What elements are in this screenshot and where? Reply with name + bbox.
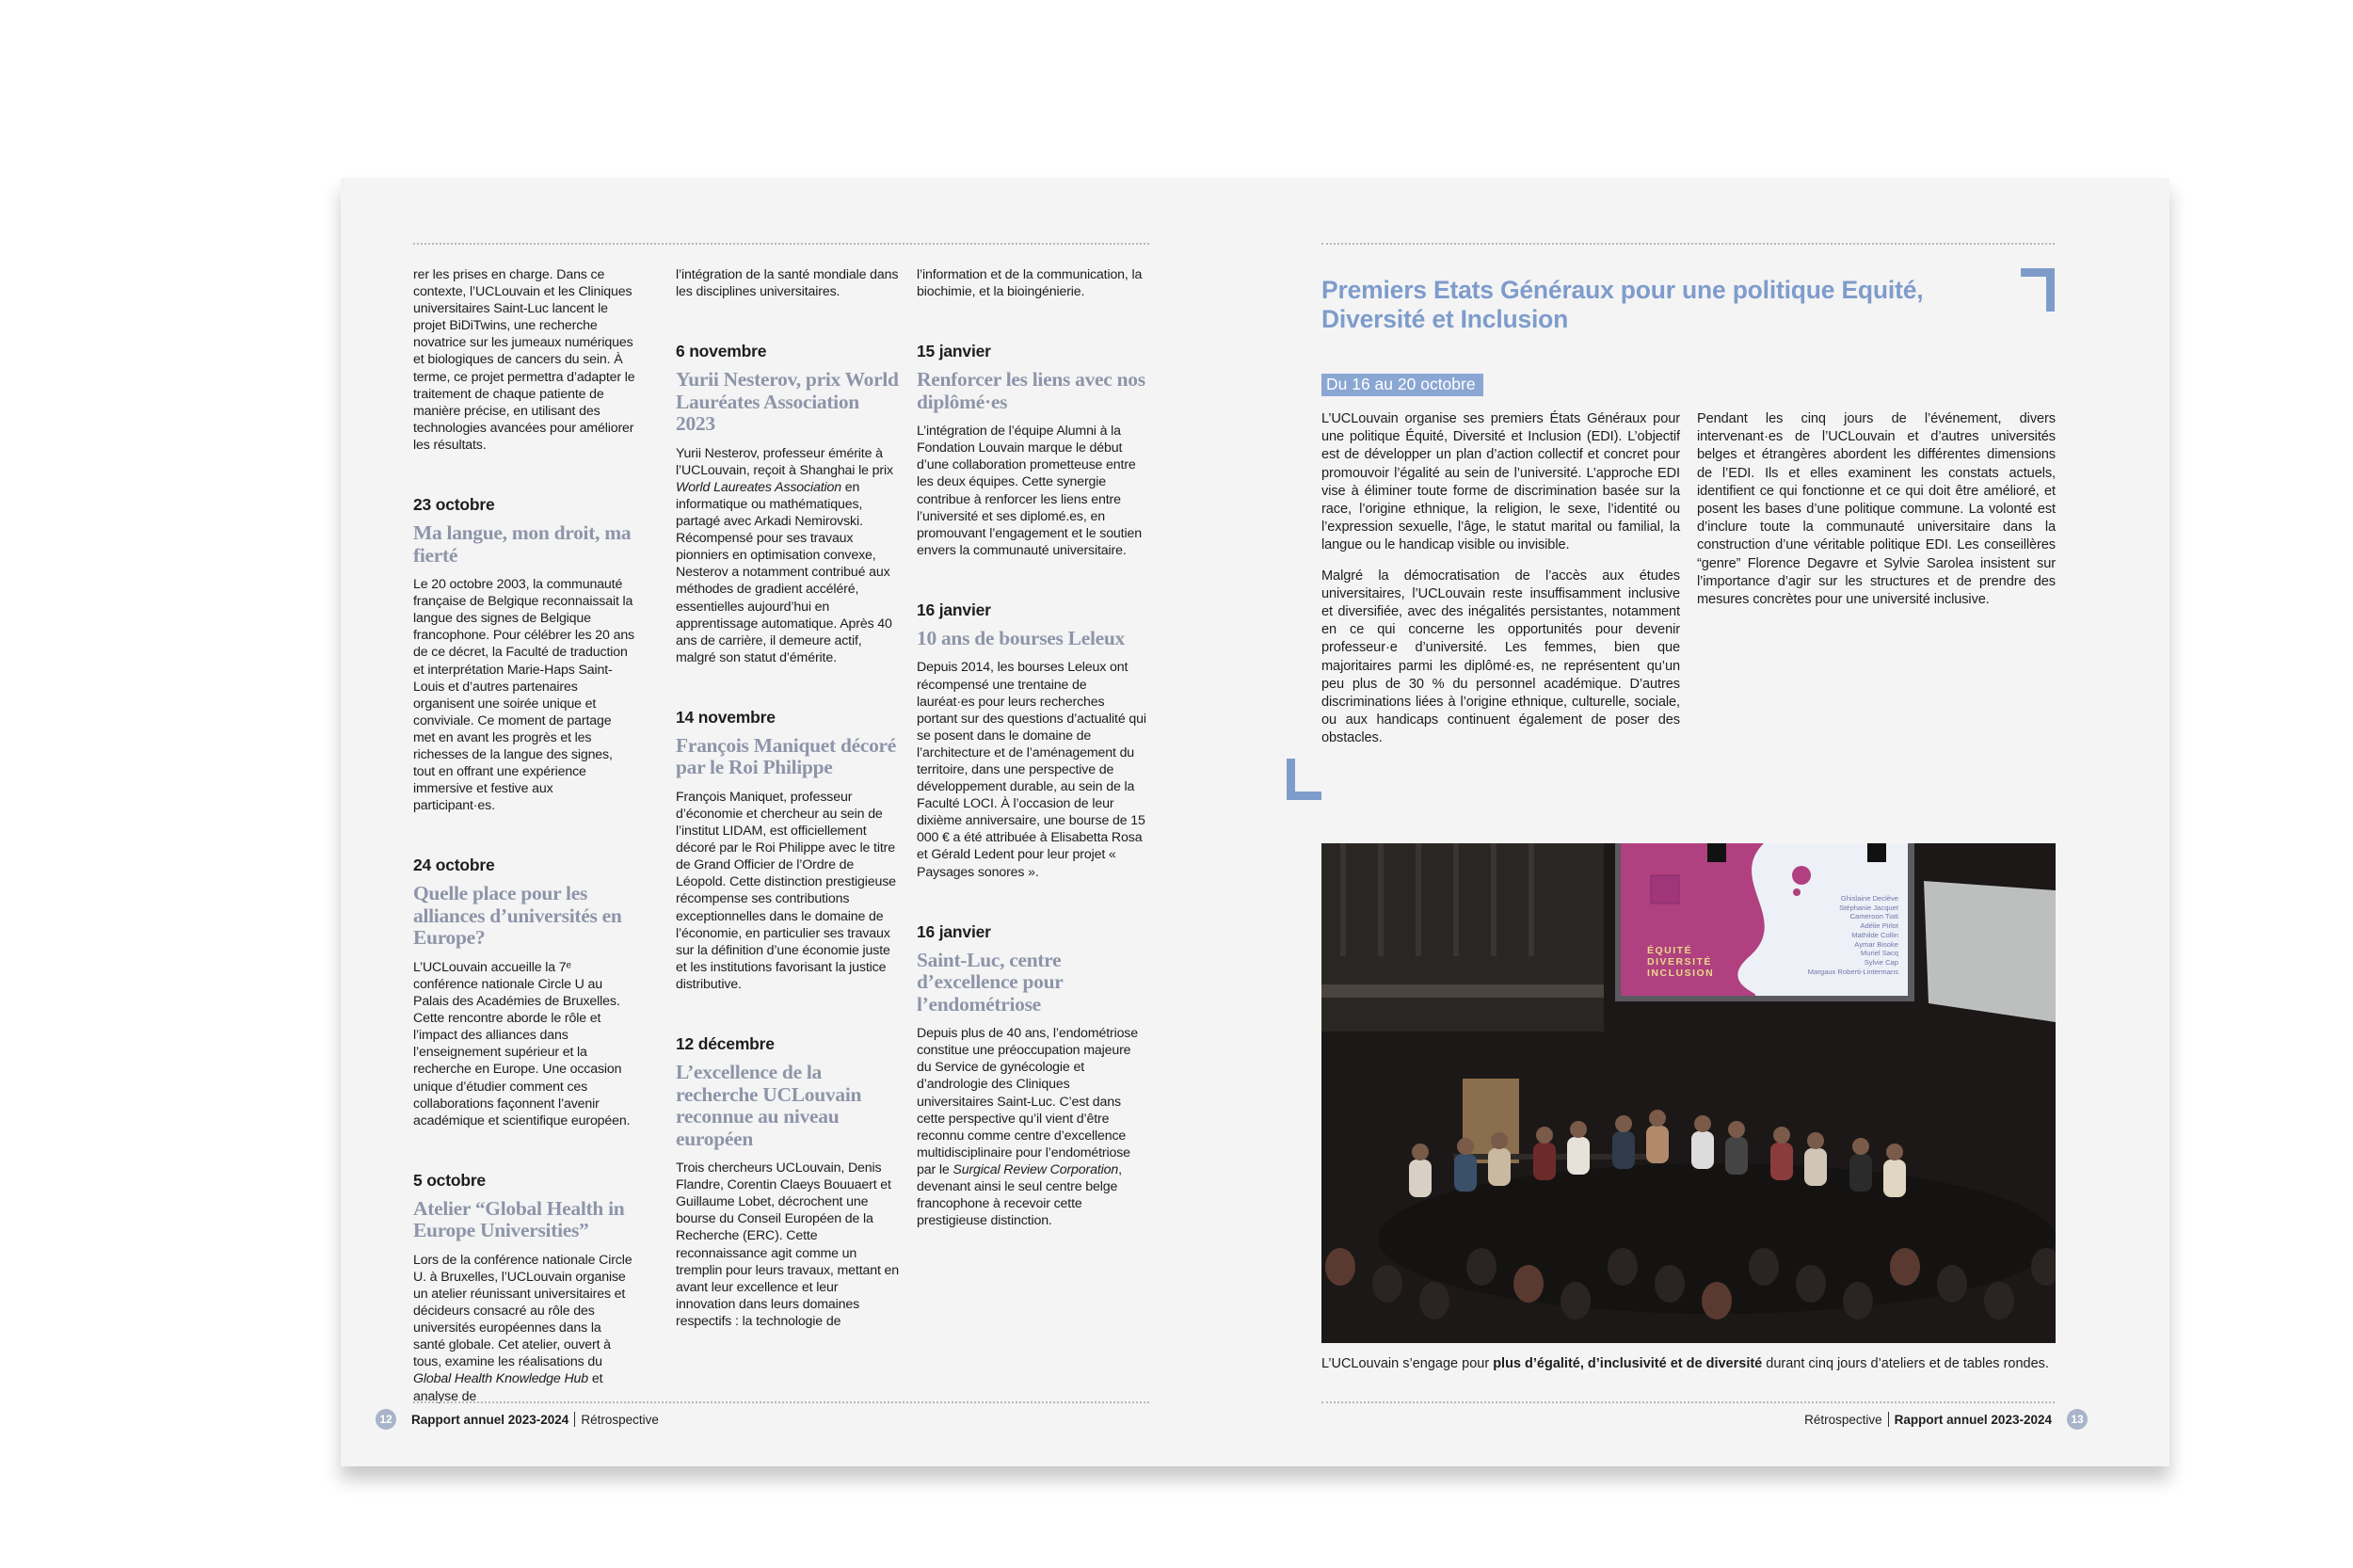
news-date: 15 janvier [917, 342, 991, 361]
audience-and-panel [1321, 843, 2056, 1343]
body-paragraph: Malgré la démocratisation de l’accès aux études universitaires, l’UCLouvain reste insuffisamment inclusive et diversifiée, avec des inégalités persistantes, notamment en ce qui concerne les opportunités pour devenir professeur·e d’université. Les femmes, bien que majoritaires parmi les diplômé·es, ne représentent qu’un peu plus de 30 % du personnel académique. D’autres discriminations liées à l’origine ethnique, culturelle, sociale, ou aux handicaps continuent également de poser des obstacles. [1321, 568, 1680, 746]
audience-member [1796, 1265, 1826, 1303]
panelist [1612, 1131, 1635, 1169]
continued-text: l’information et de la communication, la biochimie, et la bioingénierie. [917, 267, 1143, 300]
footer-section: Rétrospective [1804, 1412, 1882, 1427]
page-number: 12 [376, 1409, 396, 1430]
news-title: Renforcer les liens avec nos diplômé·es [917, 368, 1145, 413]
screen-word: DIVERSITÉ [1647, 956, 1712, 968]
panelist-head [1807, 1132, 1824, 1149]
body-text: Trois chercheurs UCLouvain, Denis Flandre, Corentin Claeys Bouuaert et Guillaume Lobet, décrochent une bourse du Conseil Européen de la Recherche (ERC). Cette reconnaissance agit comme un tremplin pour leurs travaux, mettant en avant leur excellence et leur innovation dans leurs domaines respectifs : la technologie de [676, 1160, 900, 1329]
panelist-head [1457, 1138, 1474, 1155]
body-text: Depuis 2014, les bourses Leleux ont récompensé une trentaine de lauréat·es pour leurs recherches portant sur des questions d’actualité qui se posent dans le domaine de l’architecture et de l’aménagement du territoire, dans une perspective de développement durable, au sein de la Faculté LOCI. À l’occasion de leur dixième anniversaire, une bourse de 15 000 € a été attribuée à Elisabetta Rosa et Gérald Ledent pour leur projet « Paysages sonores ». [917, 660, 1146, 880]
audience-member [1749, 1248, 1779, 1286]
panelist [1770, 1143, 1793, 1180]
footer-report: Rapport annuel 2023-2024 [411, 1412, 569, 1427]
news-body [917, 1025, 1147, 1229]
panelist-head [1412, 1144, 1429, 1160]
news-title: 10 ans de bourses Leleux [917, 626, 1125, 649]
body-paragraph: Pendant les cinq jours de l’événement, divers intervenant·es de l’UCLouvain et d’autres universités belges et étrangères abordent les différentes dimensions de l’EDI. Ils et elles examinent les constats actuels, identifient ce qui fonctionne et ce qui doit être amélioré, et posent les bases d’une politique commune. La volonté est d’inclure toute la communauté universitaire dans la construction d’une véritable politique EDI. Les conseillères “genre” Florence Degavre et Sylvie Sarolea insistent sur l’importance d’agir sur les structures et de prendre des mesures concrètes pour une université inclusive. [1697, 411, 2056, 608]
footer-separator [1888, 1412, 1889, 1427]
news-body [413, 959, 635, 1129]
photo-caption [1321, 1355, 2056, 1372]
panelist-head [1570, 1121, 1587, 1138]
news-title: Saint-Luc, centre d’excellence pour l’endométriose [917, 948, 1064, 1016]
news-body [917, 423, 1147, 559]
news-item [413, 856, 635, 1128]
speaker-name: Adélie Pirlot [1860, 921, 1898, 931]
body-text: L’intégration de l’équipe Alumni à la Fondation Louvain marque le début d’une collaboration prometteuse entre les deux équipes. Cette synergie contribue à renforcer les liens entre l’université et ses diplomé.es, en promouvant l’engagement et le soutien envers la communauté universitaire. [917, 424, 1142, 558]
news-body [413, 576, 635, 814]
panelist-head [1694, 1115, 1711, 1132]
audience-member [2031, 1248, 2056, 1286]
body-paragraph: L’UCLouvain organise ses premiers États Généraux pour une politique Équité, Diversité et Inclusion (EDI). L’objectif est de développer un plan d’action collectif et concret pour promouvoir l’égalité au sein de l’université. L’approche EDI vise à éliminer toute forme de discrimination basée sur la race, l’origine ethnique, la religion, le sexe, l’identité ou l’expression sexuelle, l’âge, le statut marital ou familial, la langue ou le handicap visible ou invisible. [1321, 411, 1680, 553]
news-body [676, 1160, 900, 1330]
panelist [1409, 1160, 1432, 1197]
footer-separator [574, 1412, 575, 1427]
corner-bracket-decoration [1287, 759, 1321, 800]
news-date: 23 octobre [413, 495, 495, 515]
continued-text: l’intégration de la santé mondiale dans les disciplines universitaires. [676, 267, 899, 300]
audience-member [1372, 1265, 1402, 1303]
audience-member [1513, 1265, 1544, 1303]
panelist-head [1773, 1127, 1790, 1144]
news-date: 14 novembre [676, 707, 776, 727]
news-item [413, 495, 635, 814]
news-body [917, 659, 1147, 880]
speaker-name: Ghislaine Declève [1840, 894, 1898, 903]
page-number: 13 [2067, 1409, 2088, 1430]
event-photo [1321, 843, 2056, 1343]
news-date: 5 octobre [413, 1170, 486, 1190]
speaker-name: Sylvie Cap [1864, 957, 1898, 967]
speaker-name: Muriel Sacq [1860, 949, 1898, 958]
news-title: Yurii Nesterov, prix World Lauréates Association 2023 [676, 368, 899, 436]
panelist-head [1852, 1138, 1869, 1155]
panelist [1488, 1148, 1511, 1186]
caption-bold: plus d’égalité, d’inclusivité et de diversité [1493, 1356, 1763, 1371]
panelist-head [1728, 1121, 1745, 1138]
audience-member [1561, 1282, 1591, 1320]
bottom-divider-left [413, 1401, 1149, 1403]
panelist-head [1536, 1127, 1553, 1144]
corner-bracket-decoration [2021, 268, 2055, 312]
news-item [917, 342, 1147, 559]
speaker-name: Aymar Bisoke [1854, 939, 1898, 949]
speaker-name: Cameroon Tiati [1849, 912, 1898, 921]
panelist [1691, 1131, 1714, 1169]
news-item [676, 342, 900, 666]
audience-member [1937, 1265, 1967, 1303]
news-item [917, 922, 1147, 1230]
news-title: Ma langue, mon droit, ma fierté [413, 521, 632, 567]
panelist [1646, 1126, 1669, 1163]
body-text: en informatique ou mathématiques, partagé avec Arkadi Nemirovski. Récompensé pour ses travaux pionniers en optimisation convexe, Nesterov a notamment contribué aux méthodes de gradient accéléré, essentielles aujourd’hui en apprentissage automatique. Après 40 ans de carrière, il demeure actif, malgré son statut d’émérite. [676, 479, 892, 665]
date-badge: Du 16 au 20 octobre [1321, 374, 1483, 396]
italic-text: Global Health Knowledge Hub [413, 1371, 589, 1387]
audience-member [1890, 1248, 1920, 1286]
speaker-name: Margaux Roberti-Lintermans [1807, 967, 1898, 976]
news-title: L’excellence de la recherche UCLouvain reconnue au niveau européen [676, 1061, 862, 1150]
news-body [676, 789, 900, 993]
audience-member [1419, 1282, 1449, 1320]
column-2 [676, 266, 900, 1371]
screen-word: ÉQUITÉ [1647, 945, 1693, 956]
audience-member [1655, 1265, 1685, 1303]
body-text: , devenant ainsi le seul centre belge francophone à recevoir cette prestigieuse distinction. [917, 1161, 1122, 1229]
audience-member [1984, 1282, 2014, 1320]
news-title: Quelle place pour les alliances d’universités en Europe? [413, 882, 622, 950]
body-text: Lors de la conférence nationale Circle U. à Bruxelles, l’UCLouvain organise un atelier réunissant universitaires et décideurs consacré au rôle des universités européennes dans la santé globale. Cet atelier, ouvert à tous, examine les réalisations du [413, 1252, 632, 1370]
panelist-head [1886, 1144, 1903, 1160]
news-date: 16 janvier [917, 921, 991, 941]
news-body [413, 1252, 635, 1405]
panelist [1567, 1137, 1590, 1175]
panelist-head [1491, 1132, 1508, 1149]
italic-text: World Laureates Association [676, 479, 842, 495]
article-title: Premiers Etats Généraux pour une politique Equité, Diversité et Inclusion [1321, 276, 1924, 333]
news-date: 6 novembre [676, 342, 767, 361]
caption-text: durant cinq jours d’ateliers et de tables rondes. [1762, 1356, 2049, 1371]
news-date: 24 octobre [413, 856, 495, 875]
body-column-1 [1321, 410, 1680, 760]
news-date: 16 janvier [917, 600, 991, 619]
column-3 [917, 266, 1147, 1271]
news-item [676, 1034, 900, 1330]
panelist [1725, 1137, 1748, 1175]
audience-member [1843, 1282, 1873, 1320]
footer-report: Rapport annuel 2023-2024 [1894, 1412, 2052, 1427]
news-item [413, 1171, 635, 1405]
body-text: Le 20 octobre 2003, la communauté française de Belgique reconnaissait la langue des signes de Belgique francophone. Pour célébrer les 20 ans de ce décret, la Faculté de traduction et interprétation Marie-Haps Saint-Louis et d’autres partenaires organisent une soirée unique et conviviale. Ce moment de partage met en avant les progrès et les richesses de la langue des signes, tout en offrant une expérience immersive et festive aux participant·es. [413, 577, 635, 814]
news-title: François Maniquet décoré par le Roi Philippe [676, 733, 897, 779]
caption-text: L’UCLouvain s’engage pour [1321, 1356, 1494, 1371]
footer-right [1804, 1409, 2088, 1430]
news-item [917, 600, 1147, 881]
audience-member [1325, 1248, 1355, 1286]
italic-text: Surgical Review Corporation [952, 1161, 1119, 1177]
audience-member [1702, 1282, 1732, 1320]
body-text: François Maniquet, professeur d’économie et chercheur au sein de l’institut LIDAM, est officiellement décoré par le Roi Philippe avec le titre de Grand Officier de l’Ordre de Léopold. Cette distinction prestigieuse récompense ses contributions exceptionnelles dans le domaine de l’économie, en particulier ses travaux sur la définition d’une économie juste et les institutions favorisant la justice distributive. [676, 789, 896, 992]
panelist-head [1649, 1110, 1666, 1127]
body-text: Yurii Nesterov, professeur émérite à l’UCLouvain, reçoit à Shanghai le prix [676, 445, 893, 478]
panelist [1454, 1154, 1477, 1192]
news-title: Atelier “Global Health in Europe Universities” [413, 1196, 625, 1242]
footer-left [376, 1409, 659, 1430]
news-body [676, 445, 900, 666]
body-text: L’UCLouvain accueille la 7ᵉ conférence nationale Circle U au Palais des Académies de Bruxelles. Cette rencontre aborde le rôle et l’impact des alliances dans l’enseignement supérieur et la recherche en Europe. Une occasion unique d’étudier comment ces collaborations façonnent l’avenir académique et scientifique européen. [413, 959, 631, 1128]
panelist [1883, 1160, 1906, 1197]
bottom-divider-right [1321, 1401, 2055, 1403]
panelist [1804, 1148, 1827, 1186]
speaker-name: Mathilde Collin [1851, 930, 1898, 939]
top-divider-left [413, 243, 1149, 245]
body-text: Depuis plus de 40 ans, l’endométriose constitue une préoccupation majeure du Service de gynécologie et d’andrologie des Cliniques universitaires Saint-Luc. C’est dans cette perspective qu’il vient d’être reconnu comme centre d’excellence multidisciplinaire pour l’endométriose par le [917, 1026, 1138, 1177]
audience-member [1466, 1248, 1497, 1286]
news-date: 12 décembre [676, 1034, 775, 1054]
footer-section: Rétrospective [581, 1412, 659, 1427]
news-item [676, 708, 900, 993]
body-text: et analyse de [413, 1371, 603, 1404]
panelist [1849, 1154, 1872, 1192]
top-divider-right [1321, 243, 2055, 245]
audience-member [1608, 1248, 1638, 1286]
column-1 [413, 266, 635, 1447]
screen-word: INCLUSION [1647, 968, 1715, 979]
continued-text: rer les prises en charge. Dans ce contexte, l’UCLouvain et les Cliniques universitaires Saint-Luc lancent le projet BiDiTwins, une recherche novatrice sur les jumeaux numériques et biologiques de cancers du sein. À terme, ce projet permettra d’adapter le traitement de chaque patiente de manière précise, en utilisant des technologies avancées pour améliorer les résultats. [413, 267, 635, 453]
body-column-2 [1697, 410, 2056, 621]
panelist [1533, 1143, 1556, 1180]
panelist-head [1615, 1115, 1632, 1132]
speaker-name: Stéphanie Jacquet [1839, 903, 1898, 912]
